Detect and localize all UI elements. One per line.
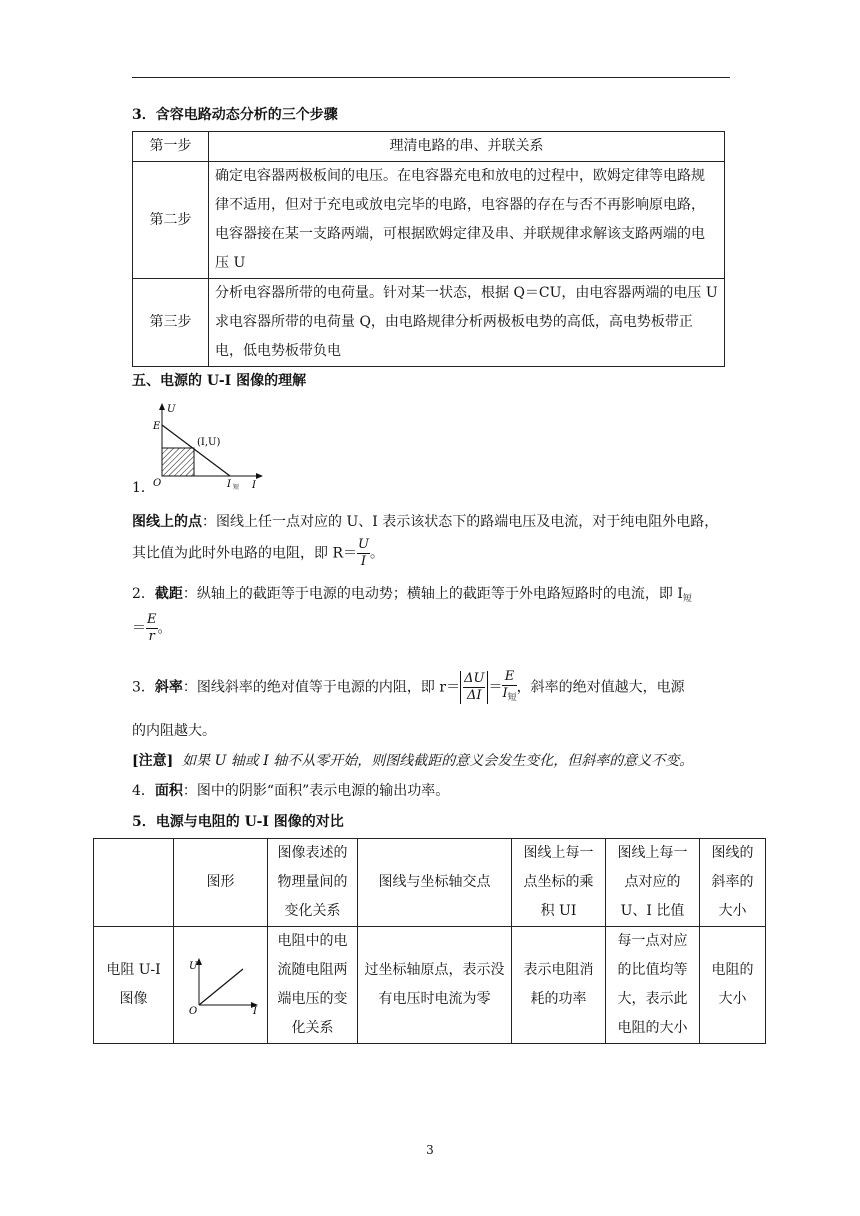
item3-body: ：图线斜率的绝对值等于电源的内阻，即 r＝	[182, 679, 461, 696]
o-label: O	[188, 1006, 197, 1015]
item4-text	[132, 781, 732, 801]
item3-abs	[460, 671, 488, 704]
point-label: (I,U)	[197, 437, 221, 448]
header-cell: 图线上每一点对应的 U、I 比值	[606, 839, 700, 927]
frac-denominator	[502, 686, 516, 706]
item2-sub: 短	[682, 594, 692, 604]
resistor-ui-graph	[181, 955, 261, 1015]
item3-abs-fraction	[463, 671, 485, 704]
frac-numerator: E	[147, 612, 157, 627]
graph-cell	[174, 927, 268, 1044]
relation-cell: 电阻中的电流随电阻两端电压的变化关系	[268, 927, 358, 1044]
item2-number: 2．	[132, 586, 155, 602]
frac-den-sub: 短	[507, 693, 517, 703]
item3-continued: 的内阻越大。	[132, 723, 216, 739]
header-cell: 图形	[174, 839, 268, 927]
note	[132, 751, 732, 771]
header-cell: 图像表述的物理量间的变化关系	[268, 839, 358, 927]
u-axis-label: U	[167, 404, 176, 415]
section5-title: 五、电源的 U-I 图像的理解	[132, 373, 307, 389]
frac-denominator: ΔI	[466, 688, 482, 703]
item4-body: ：图中的阴影“面积”表示电源的输出功率。	[182, 783, 450, 799]
item1-text	[132, 507, 732, 570]
item1-number: 1．	[132, 480, 155, 496]
table-row	[133, 132, 725, 162]
u-axis-arrow-icon	[159, 403, 165, 410]
i-axis-label: I	[252, 480, 256, 491]
origin-label: O	[153, 478, 162, 489]
item2-label: 截距	[154, 586, 183, 602]
item2-text	[132, 584, 732, 609]
frac-numerator: E	[502, 669, 516, 686]
item2-body: ：纵轴上的截距等于电源的电动势；横轴上的截距等于外电路短路时的电流，即 I	[182, 586, 683, 602]
item1-label: 图线上的点	[132, 514, 202, 530]
note-label: [注意]	[132, 753, 174, 769]
table-row	[133, 279, 725, 367]
short-subscript: 短	[233, 484, 240, 491]
comparison-table	[93, 838, 766, 1044]
i-short-label: I	[227, 479, 231, 490]
item2-end: 。	[157, 620, 172, 637]
i-label: I	[252, 1006, 257, 1015]
header-cell	[94, 839, 174, 927]
item2-formula	[132, 612, 732, 645]
item1-end: 。	[369, 545, 384, 562]
e-label: E	[153, 421, 161, 432]
ratio-cell: 每一点对应的比值均等大，表示此电阻的大小	[606, 927, 700, 1044]
item2-fraction	[146, 612, 158, 645]
step-content: 分析电容器所带的电荷量。针对某一状态，根据 Q＝CU，由电容器两端的电压 U 求电容器所带的电荷量 Q，由电路规律分析两极板电势的高低，高电势板带正电，低电势板带负电	[209, 279, 725, 367]
item4-number: 4．	[132, 783, 155, 799]
frac-numerator: U	[358, 537, 369, 552]
intercept-cell: 过坐标轴原点，表示没有电压时电流为零	[358, 927, 512, 1044]
header-cell: 图线上每一点坐标的乘积 UI	[512, 839, 606, 927]
frac-numerator: ΔU	[464, 671, 485, 686]
item3-text	[132, 669, 732, 706]
item3-number: 3．	[132, 679, 155, 696]
table-header-row	[94, 839, 766, 927]
table-row	[94, 927, 766, 1044]
resistor-line	[199, 969, 243, 1005]
header-rule	[132, 77, 730, 78]
note-text: 如果 U 轴或 I 轴不从零开始，则图线截距的意义会发生变化，但斜率的意义不变。	[182, 753, 694, 769]
step-cell: 第一步	[133, 132, 209, 162]
item3-fraction	[502, 669, 516, 706]
frac-denominator: r	[148, 629, 155, 644]
item3-body-end: ，斜率的绝对值越大，电源	[516, 679, 685, 696]
row-name: 电阻 U-I 图像	[94, 927, 174, 1044]
slope-cell: 电阻的大小	[700, 927, 766, 1044]
item2-eq: ＝	[132, 620, 146, 637]
section3-heading: 3．含容电路动态分析的三个步骤	[132, 107, 338, 123]
frac-denominator: I	[360, 554, 367, 569]
frac-den-i: I	[502, 686, 508, 701]
item1-body: ：图线上任一点对应的 U、I 表示该状态下的路端电压及电流，对于纯电阻外电路，其比值为此时外电路的电阻，即 R＝	[132, 514, 719, 562]
step-cell: 第二步	[133, 162, 209, 279]
step-content: 确定电容器两极板间的电压。在电容器充电和放电的过程中，欧姆定律等电路规律不适用，但对于充电或放电完毕的电路，电容器的存在与否不再影响原电路，电容器接在某一支路两端，可根据欧姆定律及串、并联规律求解该支路两端的电压 U	[209, 162, 725, 279]
steps-table	[132, 131, 725, 367]
header-cell: 图线的斜率的大小	[700, 839, 766, 927]
item4-label: 面积	[154, 783, 183, 799]
step-content: 理清电路的串、并联关系	[209, 132, 725, 162]
u-label: U	[188, 961, 197, 972]
step-cell: 第三步	[133, 279, 209, 367]
power-area	[162, 448, 194, 476]
item3-label: 斜率	[154, 679, 183, 696]
item3-eq: ＝	[488, 679, 503, 696]
header-cell: 图线与坐标轴交点	[358, 839, 512, 927]
page-number: 3	[426, 1143, 434, 1157]
table-row	[133, 162, 725, 279]
item5-heading: 5．电源与电阻的 U-I 图像的对比	[132, 814, 344, 830]
product-cell: 表示电阻消耗的功率	[512, 927, 606, 1044]
item1-fraction	[357, 537, 370, 570]
